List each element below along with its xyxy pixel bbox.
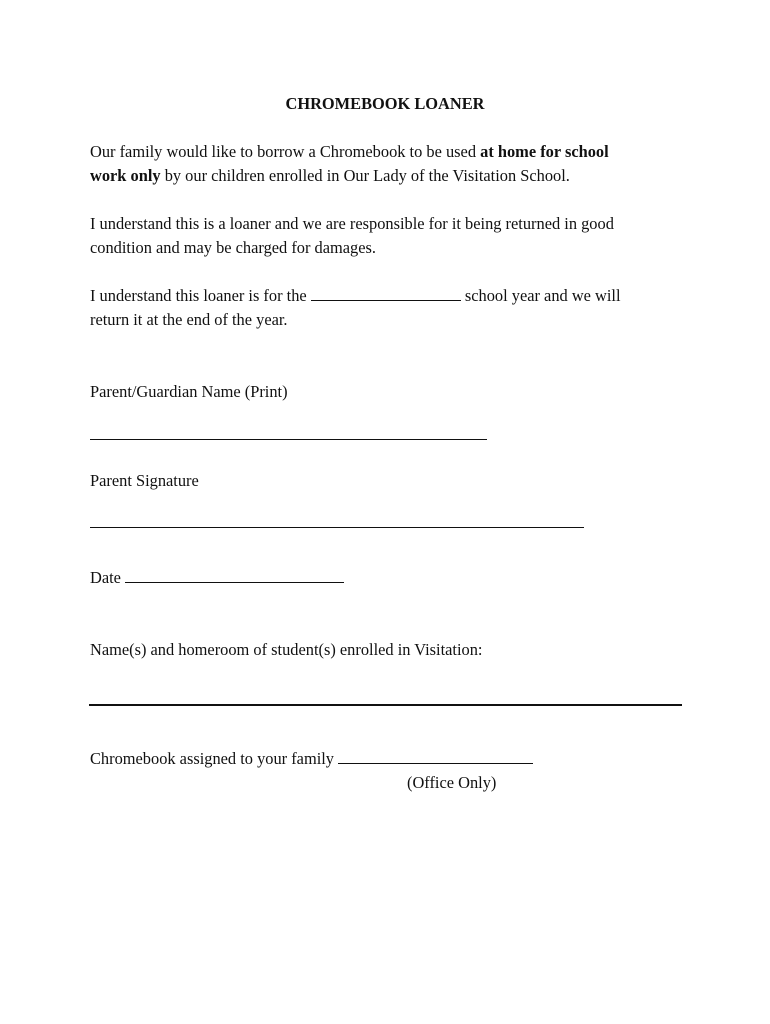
- chromebook-assigned-line: [90, 747, 533, 771]
- intro-paragraph-line-1: [90, 140, 609, 164]
- intro-emphasis: at home for school: [480, 142, 609, 161]
- chromebook-assigned-label: Chromebook assigned to your family: [90, 749, 339, 768]
- responsibility-line-1: I understand this is a loaner and we are responsible for it being returned in good: [90, 214, 614, 233]
- office-only-note: (Office Only): [407, 773, 497, 792]
- school-year-text-after: school year and we will: [460, 286, 621, 305]
- parent-name-label: Parent/Guardian Name (Print): [90, 382, 288, 401]
- date-line: [90, 566, 344, 590]
- school-year-text-before: I understand this loaner is for the: [90, 286, 311, 305]
- parent-signature-blank[interactable]: [90, 527, 584, 528]
- intro-text-continued: by our children enrolled in Our Lady of the Visitation School.: [160, 166, 570, 185]
- parent-name-blank[interactable]: [90, 439, 487, 440]
- intro-emphasis-continued: work only: [90, 166, 161, 185]
- chromebook-assigned-blank[interactable]: [338, 749, 533, 764]
- responsibility-line-2: condition and may be charged for damages.: [90, 238, 376, 257]
- students-label: Name(s) and homeroom of student(s) enrolled in Visitation:: [90, 640, 483, 659]
- form-title: CHROMEBOOK LOANER: [285, 94, 485, 113]
- intro-text: Our family would like to borrow a Chromebook to be used: [90, 142, 481, 161]
- parent-signature-label: Parent Signature: [90, 471, 199, 490]
- school-year-blank[interactable]: [311, 286, 461, 301]
- intro-paragraph-line-2: [90, 164, 570, 188]
- school-year-line-1: [90, 284, 621, 308]
- students-blank[interactable]: [89, 704, 682, 706]
- date-label: Date: [90, 568, 126, 587]
- school-year-line-2: return it at the end of the year.: [90, 310, 288, 329]
- date-blank[interactable]: [125, 568, 344, 583]
